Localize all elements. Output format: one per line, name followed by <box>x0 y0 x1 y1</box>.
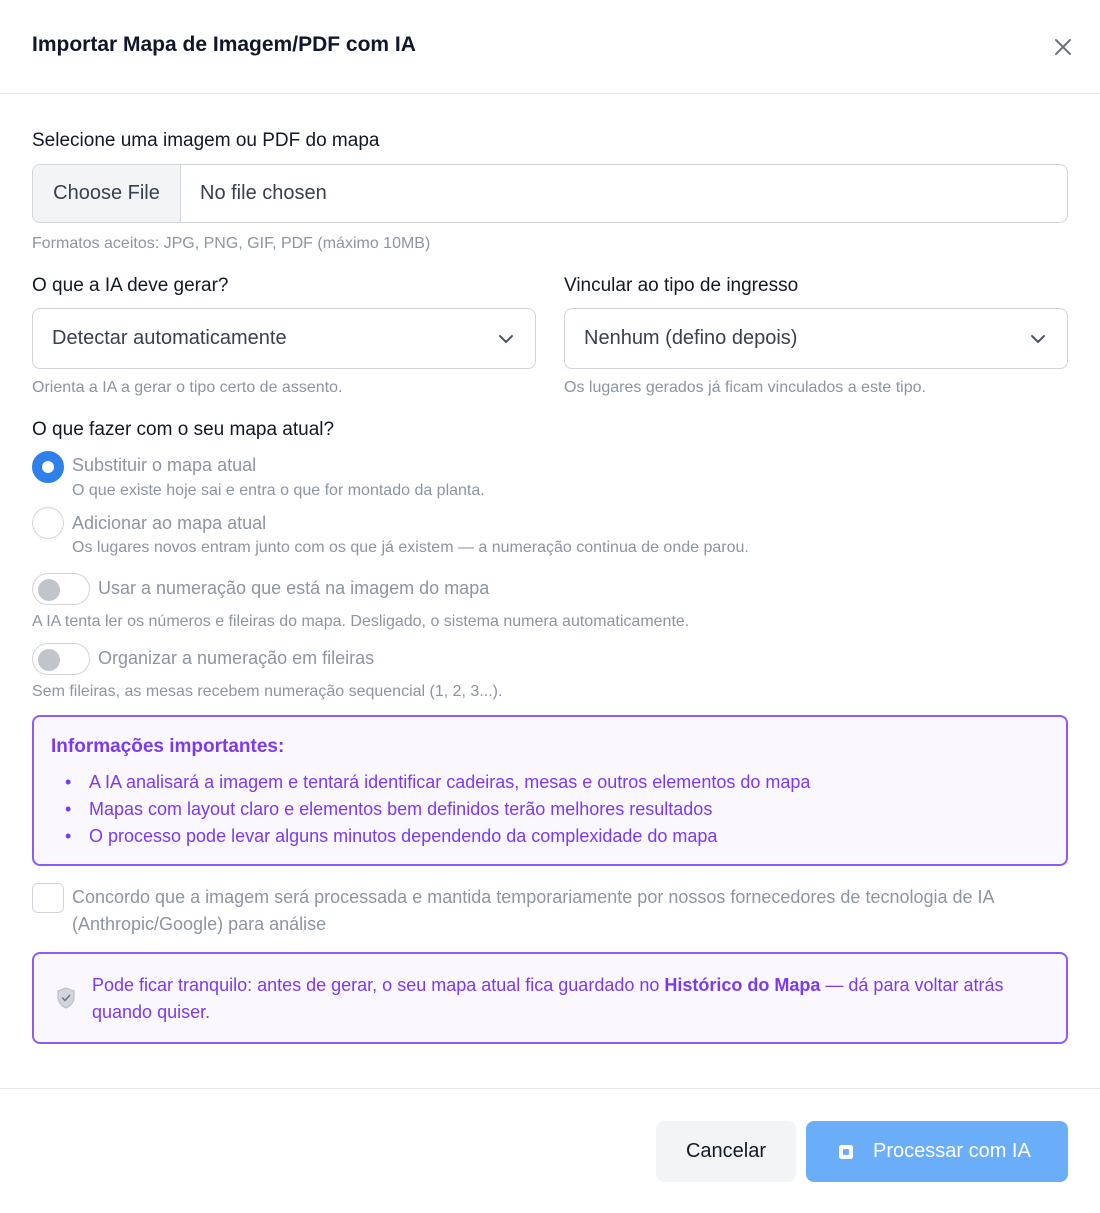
safety-notice <box>32 952 1068 1044</box>
choose-file-button[interactable]: Choose File <box>33 165 181 222</box>
file-status: No file chosen <box>200 182 327 204</box>
radio-replace-map[interactable] <box>32 451 64 483</box>
radio-replace-desc: O que existe hoje sai e entra o que for montado da planta. <box>72 482 485 499</box>
ticket-select[interactable] <box>564 308 1068 369</box>
shield-check-icon <box>55 986 77 1010</box>
safety-text-before: Pode ficar tranquilo: antes de gerar, o seu mapa atual fica guardado no <box>92 975 665 995</box>
generate-hint: Orienta a IA a gerar o tipo certo de assento. <box>32 379 343 396</box>
chevron-down-icon <box>497 330 515 348</box>
file-input[interactable] <box>32 164 1068 223</box>
radio-replace-title: Substituir o mapa atual <box>72 455 257 475</box>
ticket-select-value: Nenhum (defino depois) <box>584 327 798 349</box>
list-item: • A IA analisará a imagem e tentará identificar cadeiras, mesas e outros elementos do mapa <box>51 769 810 796</box>
list-item: • Mapas com layout claro e elementos bem definidos terão melhores resultados <box>51 796 810 823</box>
radio-add-desc: Os lugares novos entram junto com os que já existem — a numeração continua de onde parou. <box>72 539 749 556</box>
list-item: • O processo pode levar alguns minutos dependendo da complexidade do mapa <box>51 823 810 850</box>
process-with-ai-button[interactable] <box>806 1121 1068 1182</box>
consent-checkbox[interactable] <box>32 883 64 913</box>
consent-text: Concordo que a imagem será processada e mantida temporariamente por nossos fornecedores de tecnologia de IA (Anthropic/Google) para análise <box>72 887 994 934</box>
info-list <box>51 769 810 850</box>
toggle-use-image-numbering-label: Usar a numeração que está na imagem do mapa <box>98 578 490 598</box>
generate-label: O que a IA deve gerar? <box>32 275 229 296</box>
safety-text <box>92 972 1052 1026</box>
radio-add-title: Adicionar ao mapa atual <box>72 513 267 533</box>
generate-select[interactable] <box>32 308 536 369</box>
toggle-rows-numbering-hint: Sem fileiras, as mesas recebem numeração sequencial (1, 2, 3...). <box>32 683 503 700</box>
radio-add-map[interactable] <box>32 507 64 539</box>
toggle-use-image-numbering[interactable] <box>32 573 90 605</box>
toggle-rows-numbering[interactable] <box>32 643 90 675</box>
toggle-use-image-numbering-hint: A IA tenta ler os números e fileiras do mapa. Desligado, o sistema numera automaticamente. <box>32 613 690 630</box>
ticket-label: Vincular ao tipo de ingresso <box>564 275 799 296</box>
generate-select-value: Detectar automaticamente <box>52 327 287 349</box>
file-hint: Formatos aceitos: JPG, PNG, GIF, PDF (máximo 10MB) <box>32 235 431 252</box>
dialog-title: Importar Mapa de Imagem/PDF com IA <box>32 33 416 56</box>
close-icon[interactable] <box>1050 34 1076 60</box>
toggle-rows-numbering-label: Organizar a numeração em fileiras <box>98 648 375 668</box>
safety-text-after: — dá para voltar atrás quando quiser. <box>92 975 1004 1022</box>
map-history-link-text: Histórico do Mapa <box>664 975 821 995</box>
cancel-button[interactable]: Cancelar <box>656 1121 796 1182</box>
dialog-header <box>0 0 1100 94</box>
chevron-down-icon <box>1029 330 1047 348</box>
info-box <box>32 715 1068 866</box>
current-map-label: O que fazer com o seu mapa atual? <box>32 419 335 440</box>
info-title: Informações importantes: <box>51 736 285 757</box>
process-button-label: Processar com IA <box>873 1140 1031 1162</box>
cpu-icon <box>836 1142 856 1162</box>
ticket-hint: Os lugares gerados já ficam vinculados a este tipo. <box>564 379 926 396</box>
file-label: Selecione uma imagem ou PDF do mapa <box>32 130 380 151</box>
